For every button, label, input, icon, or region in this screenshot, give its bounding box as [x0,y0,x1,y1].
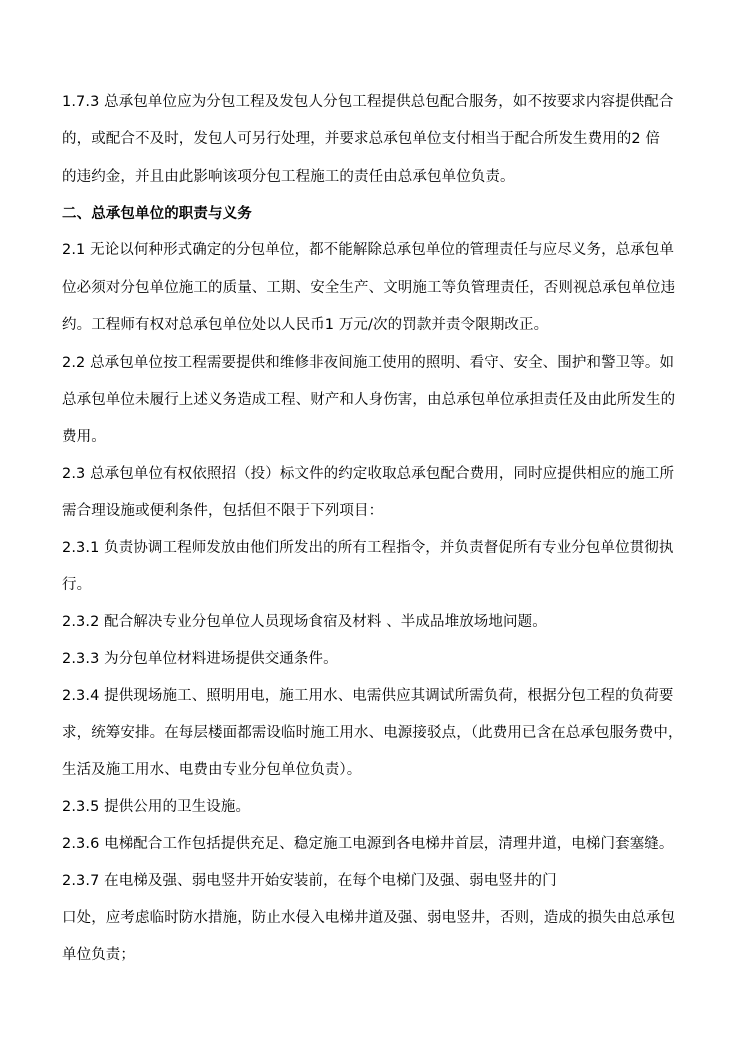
paragraph-2-1-line-3: 约。工程师有权对总承包单位处以人民币1 万元/次的罚款并责令限期改正。 [62,317,549,333]
paragraph-2-3-line-2: 需合理设施或便利条件，包括但不限于下列项目： [62,503,384,519]
paragraph-2-3-6: 2.3.6 电梯配合工作包括提供充足、稳定施工电源到各电梯井首层，清理井道，电梯门套塞缝。 [62,836,674,852]
section-heading: 二、总承包单位的职责与义务 [62,206,252,222]
paragraph-2-1-line-1: 2.1 无论以何种形式确定的分包单位，都不能解除总承包单位的管理责任与应尽义务，总承包单 [62,242,675,258]
paragraph-2-1-line-2: 位必须对分包单位施工的质量、工期、安全生产、文明施工等负管理责任，否则视总承包单位违 [62,280,676,296]
paragraph-2-2-line-2: 总承包单位未履行上述义务造成工程、财产和人身伤害，由总承包单位承担责任及由此所发生的 [62,392,676,408]
paragraph-2-3-3: 2.3.3 为分包单位材料进场提供交通条件。 [62,651,338,667]
paragraph-1-7-3-line-1: 1.7.3 总承包单位应为分包工程及发包人分包工程提供总包配合服务，如不按要求内容提供配合 [62,94,674,110]
paragraph-2-3-1-line-2: 行。 [62,577,92,593]
paragraph-2-3-4-line-3: 生活及施工用水、电费由专业分包单位负责）。 [62,762,362,778]
paragraph-2-3-7-line-2: 口处，应考虑临时防水措施，防止水侵入电梯井道及强、弱电竖井，否则，造成的损失由总承包 [62,910,676,926]
paragraph-2-2-line-3: 费用。 [62,429,106,445]
paragraph-2-3-4-line-1: 2.3.4 提供现场施工、照明用电，施工用水、电需供应其调试所需负荷，根据分包工程的负荷要 [62,688,674,704]
paragraph-2-3-line-1: 2.3 总承包单位有权依照招（投）标文件的约定收取总承包配合费用，同时应提供相应的施工所 [62,466,675,482]
paragraph-1-7-3-line-3: 的违约金，并且由此影响该项分包工程施工的责任由总承包单位负责。 [62,169,515,185]
paragraph-2-2-line-1: 2.2 总承包单位按工程需要提供和维修非夜间施工使用的照明、看守、安全、围护和警卫等。如 [62,355,675,371]
paragraph-2-3-7-line-3: 单位负责； [62,947,135,963]
paragraph-1-7-3-line-2: 的，或配合不及时，发包人可另行处理，并要求总承包单位支付相当于配合所发生费用的2 倍 [62,131,661,147]
paragraph-2-3-4-line-2: 求，统筹安排。在每层楼面都需设临时施工用水、电源接驳点，（此费用已含在总承包服务费中， [62,725,683,741]
paragraph-2-3-2: 2.3.2 配合解决专业分包单位人员现场食宿及材料 、半成品堆放场地问题。 [62,614,547,630]
paragraph-2-3-5: 2.3.5 提供公用的卫生设施。 [62,799,251,815]
paragraph-2-3-7-line-1: 2.3.7 在电梯及强、弱电竖井开始安装前，在每个电梯门及强、弱电竖井的门 [62,873,557,889]
paragraph-2-3-1-line-1: 2.3.1 负责协调工程师发放由他们所发出的所有工程指令，并负责督促所有专业分包单位贯彻执 [62,540,674,556]
